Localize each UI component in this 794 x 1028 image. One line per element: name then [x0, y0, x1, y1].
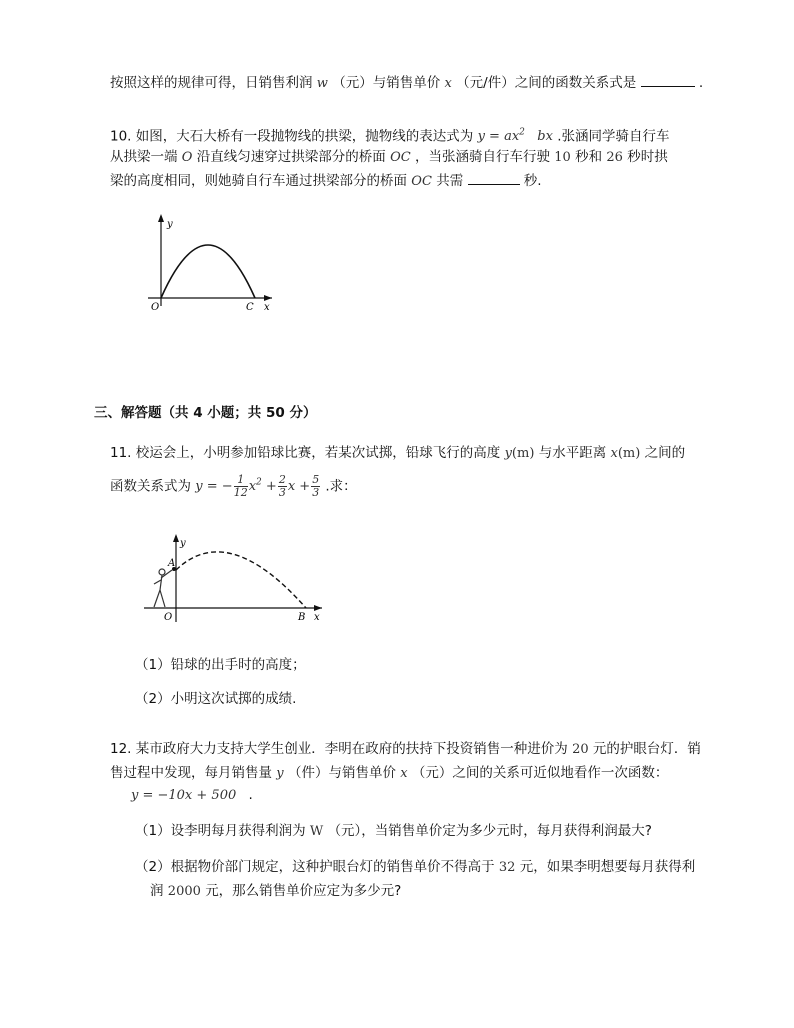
q10-line3 — [110, 172, 542, 191]
intro-text-a: 按照这样的规律可得，日销售利润 — [110, 75, 313, 91]
label-x-q11: x — [314, 612, 320, 623]
q10-text-2e: 秒时拱 — [627, 149, 668, 165]
athlete-icon — [154, 569, 172, 607]
q11-formula: y = − $\frac{1}{12}$ $x^2$ + $\frac{2}{3}$ x + $\frac{5}{3}$ — [195, 473, 320, 500]
q12-sub1 — [135, 822, 652, 841]
q12-text-2b: （件）与销售单价 — [287, 765, 396, 781]
unit-m1: (m) — [511, 446, 535, 461]
q12-sub2-line1 — [135, 858, 695, 877]
trajectory-curve — [176, 552, 306, 608]
var-W: W — [309, 824, 324, 839]
q12-formula: y = −10x + 500 — [131, 788, 237, 803]
intro-text-b: （元）与销售单价 — [332, 75, 441, 91]
label-x: x — [264, 302, 270, 313]
label-y: y — [167, 219, 173, 230]
var-y: y — [504, 446, 512, 461]
var-y-q12: y — [276, 766, 284, 781]
q11-text-a: 11. 校运会上，小明参加铅球比赛，若某次试掷，铅球飞行的高度 — [110, 445, 501, 461]
answer-blank-q10[interactable] — [468, 172, 520, 185]
q12-formula-end: . — [248, 787, 253, 803]
q11-text-2b: .求： — [325, 478, 357, 495]
var-OC-2: OC — [411, 174, 432, 189]
section-title: 三、解答题（共 4 小题；共 50 分） — [94, 405, 317, 421]
label-B: B — [298, 612, 306, 623]
q11-sub1: （1）铅球的出手时的高度； — [135, 657, 306, 673]
var-x: x — [444, 76, 452, 91]
label-y-q11: y — [180, 538, 186, 549]
parabola-arch-figure — [140, 210, 280, 315]
q12-sub2-c: 润 — [150, 883, 164, 899]
q11-text-b: 与水平距离 — [538, 445, 607, 461]
intro-text-c: （元/件）之间的函数关系式是 — [456, 75, 637, 91]
q12-line2 — [110, 764, 668, 783]
q10-text-2a: 从拱梁一端 — [110, 149, 178, 165]
answer-blank[interactable] — [641, 74, 695, 87]
q10-text-b: .张涵同学骑自行车 — [557, 128, 670, 145]
q11-line1 — [110, 444, 685, 463]
label-A: A — [168, 558, 176, 569]
num-32: 32 — [498, 860, 516, 875]
q12-sub2-d: 元，那么销售单价应定为多少元? — [205, 883, 402, 899]
var-O: O — [181, 150, 193, 165]
q11-text-2a: 函数关系式为 — [110, 478, 191, 495]
intro-line — [110, 74, 703, 93]
q10-text-3c: 秒. — [523, 173, 542, 189]
q10-formula: $y = ax^2$ bx — [477, 128, 553, 145]
var-x-q12: x — [400, 766, 408, 781]
shot-put-figure — [138, 530, 328, 630]
q10-text-3a: 梁的高度相同，则她骑自行车通过拱梁部分的桥面 — [110, 173, 407, 189]
var-OC: OC — [390, 150, 411, 165]
q10-text-2d: 秒和 — [575, 149, 603, 165]
q10-text-2b: 沿直线匀速穿过拱梁部分的桥面 — [196, 149, 386, 165]
unit-m2: (m) — [617, 446, 641, 461]
y-axis-arrow-q11 — [173, 534, 179, 542]
num-2000: 2000 — [167, 884, 201, 899]
y-axis-arrow — [158, 214, 164, 222]
q11-line2 — [110, 466, 357, 504]
x-axis-arrow-q11 — [314, 605, 322, 611]
q10-line2 — [110, 148, 668, 167]
label-O: O — [151, 302, 160, 313]
num-26: 26 — [606, 150, 623, 165]
q12-text-b: 元的护眼台灯．销 — [592, 741, 701, 757]
q10-line1 — [110, 124, 670, 146]
x-axis-arrow — [264, 295, 272, 301]
num-10: 10 — [554, 150, 571, 165]
q12-sub1-b: （元），当销售单价定为多少元时，每月获得利润最大? — [327, 823, 652, 839]
label-C: C — [246, 302, 254, 313]
q12-line3 — [131, 786, 253, 805]
q12-text-2a: 售过程中发现，每月销售量 — [110, 765, 272, 781]
q11-text-c: 之间的 — [644, 445, 686, 461]
var-w: w — [316, 76, 328, 91]
q10-text: 10. 如图，大石大桥有一段抛物线的拱梁，抛物线的表达式为 — [110, 128, 474, 145]
q12-sub2-a: （2）根据物价部门规定，这种护眼台灯的销售单价不得高于 — [135, 859, 495, 875]
q12-text-a: 12. 某市政府大力支持大学生创业．李明在政府的扶持下投资销售一种进价为 — [110, 741, 568, 757]
q12-text-2c: （元）之间的关系可近似地看作一次函数： — [411, 765, 669, 781]
q10-text-3b: 共需 — [436, 173, 464, 189]
q12-sub2-b: 元，如果李明想要每月获得利 — [519, 859, 696, 875]
q12-sub1-a: （1）设李明每月获得利润为 — [135, 823, 306, 839]
q12-sub2-line2 — [150, 882, 401, 901]
num-20: 20 — [572, 742, 589, 757]
intro-end: . — [698, 75, 704, 91]
label-O-q11: O — [164, 612, 173, 623]
q10-text-2c: ，当张涵骑自行车行驶 — [414, 149, 550, 165]
q11-sub2: （2）小明这次试掷的成绩. — [135, 691, 297, 707]
arch-curve — [161, 245, 255, 298]
q12-line1 — [110, 740, 701, 759]
var-x-q11: x — [610, 446, 618, 461]
